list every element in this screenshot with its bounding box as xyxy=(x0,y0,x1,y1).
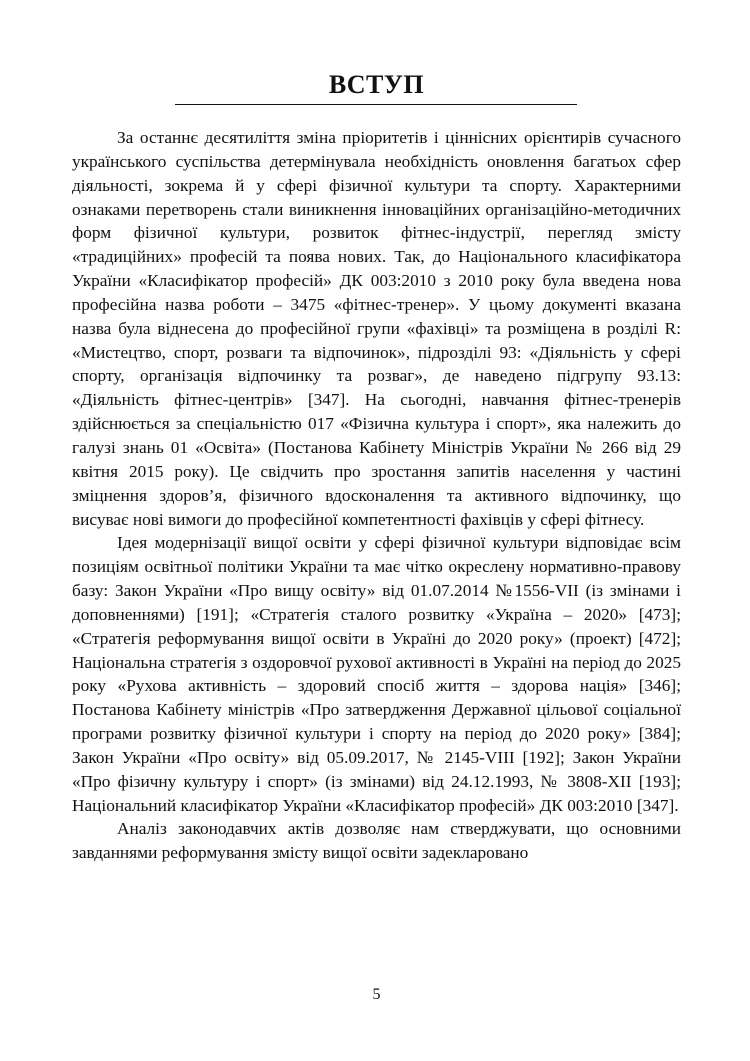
paragraph-2: Ідея модернізації вищої освіти у сфері фізичної культури відповідає всім позиціям освітньої політики України та має чітко окреслену нормативно-правову базу: Закон України «Про вищу освіту» від 01.07.2014 №1556-VII (із змінами і доповненнями) [191]; «Стратегія сталого розвитку «Україна – 2020» [473]; «Стратегія реформування вищої освіти в Україні до 2020 року» (проект) [472]; Національна стратегія з оздоровчої рухової активності в Україні на період до 2025 року «Рухова активність – здоровий спосіб життя – здорова нація» [346]; Постанова Кабінету міністрів «Про затвердження Державної цільової соціальної програми розвитку фізичної культури і спорту на період до 2020 року» [384]; Закон України «Про освіту» від 05.09.2017, № 2145-VIII [192]; Закон України «Про фізичну культуру і спорт» (із змінами) від 24.12.1993, № 3808-XII [193]; Національний класифікатор України «Класифікатор професій» ДК 003:2010 [347]. xyxy=(72,533,681,815)
body-text xyxy=(72,126,681,865)
page-heading: ВСТУП xyxy=(328,70,425,99)
page-number: 5 xyxy=(372,986,381,1003)
paragraph-1: За останнє десятиліття зміна пріоритетів і ціннісних орієнтирів сучасного українського суспільства детермінувала необхідність оновлення багатьох сфер діяльності, зокрема й у сфері фізичної культури та спорту. Характерними ознаками перетворень стали виникнення інноваційних організаційно-методичних форм фізичної культури, розвиток фітнес-індустрії, перегляд змісту «традиційних» професій та поява нових. Так, до Національного класифікатора України «Класифікатор професій» ДК 003:2010 з 2010 року була введена нова професійна назва роботи – 3475 «фітнес-тренер». У цьому документі вказана назва була віднесена до професійної групи «фахівці» та розміщена в розділі R: «Мистецтво, спорт, розваги та відпочинок», підрозділі 93: «Діяльність у сфері спорту, організація відпочинку та розваг», де наведено підгрупу 93.13: «Діяльність фітнес-центрів» [347]. На сьогодні, навчання фітнес-тренерів здійснюється за спеціальністю 017 «Фізична культура і спорт», яка належить до галузі знань 01 «Освіта» (Постанова Кабінету Міністрів України № 266 від 29 квітня 2015 року). Це свідчить про зростання запитів населення у частині зміцнення здоров’я, фізичного вдосконалення та активного відпочинку, що висуває нові вимоги до професійної компетентності фахівців у сфері фітнесу. xyxy=(72,128,681,529)
document-page xyxy=(72,0,681,1061)
paragraph-3: Аналіз законодавчих актів дозволяє нам стверджувати, що основними завданнями реформування змісту вищої освіти задекларовано xyxy=(72,819,681,863)
heading-underline xyxy=(175,104,577,105)
